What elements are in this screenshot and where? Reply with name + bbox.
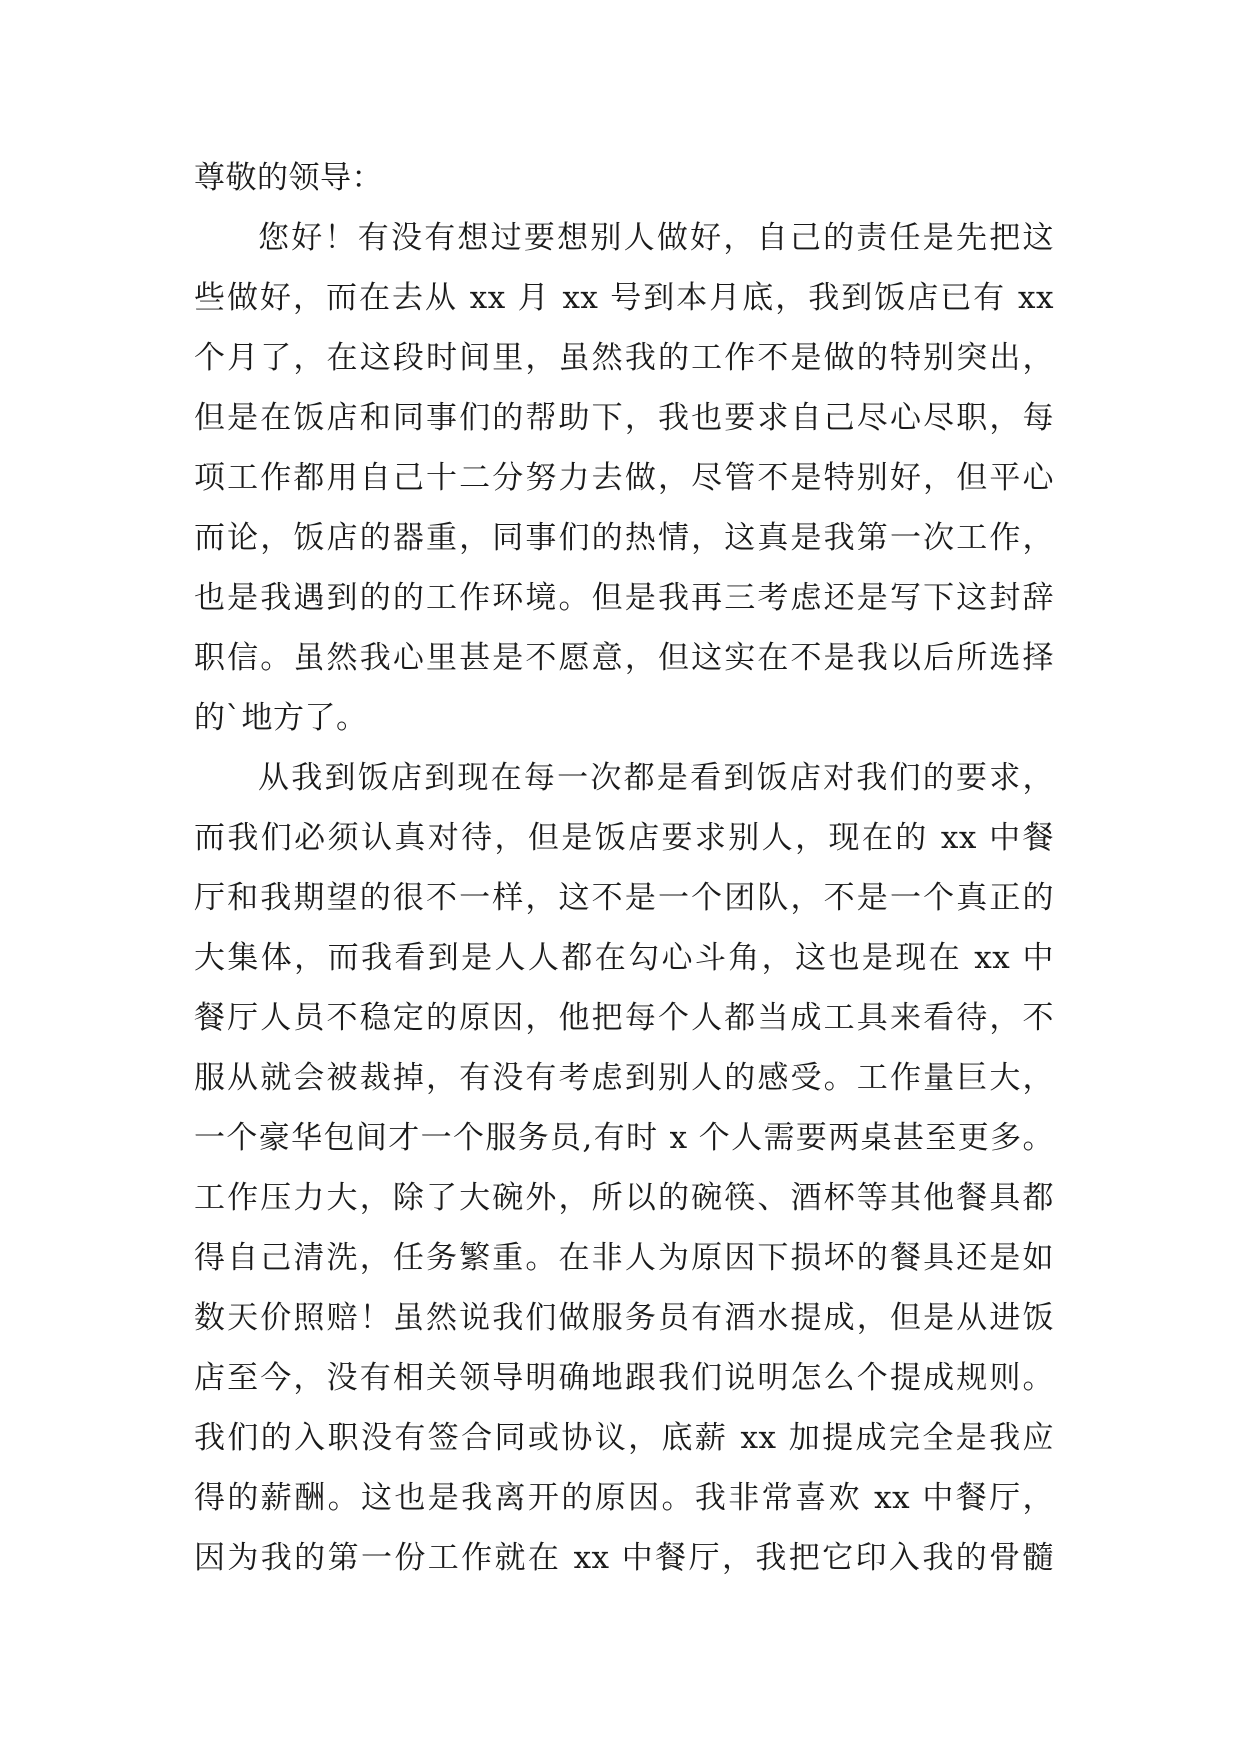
text-line: 项工作都用自己十二分努力去做，尽管不是特别好，但平心 (194, 460, 1054, 496)
text-line: 但是在饭店和同事们的帮助下，我也要求自己尽心尽职，每 (194, 400, 1054, 436)
text-line: 工作压力大，除了大碗外，所以的碗筷、酒杯等其他餐具都 (194, 1180, 1054, 1216)
text-line: 服从就会被裁掉，有没有考虑到别人的感受。工作量巨大， (194, 1060, 1054, 1096)
text-line: 从我到饭店到现在每一次都是看到饭店对我们的要求， (258, 760, 1054, 796)
text-line: 职信。虽然我心里甚是不愿意，但这实在不是我以后所选择 (194, 640, 1054, 676)
text-line: 而我们必须认真对待，但是饭店要求别人，现在的 xx 中餐 (194, 820, 1054, 856)
text-line: 得自己清洗，任务繁重。在非人为原因下损坏的餐具还是如 (194, 1240, 1054, 1276)
text-line: 而论，饭店的器重，同事们的热情，这真是我第一次工作， (194, 520, 1054, 556)
text-line: 个月了，在这段时间里，虽然我的工作不是做的特别突出， (194, 340, 1054, 376)
text-line: 得的薪酬。这也是我离开的原因。我非常喜欢 xx 中餐厅， (194, 1480, 1054, 1516)
paragraph-2 (194, 748, 1054, 1588)
text-line: 我们的入职没有签合同或协议，底薪 xx 加提成完全是我应 (194, 1420, 1054, 1456)
text-line: 大集体，而我看到是人人都在勾心斗角，这也是现在 xx 中 (194, 940, 1054, 976)
text-line: 也是我遇到的的工作环境。但是我再三考虑还是写下这封辞 (194, 580, 1054, 616)
text-line: 些做好，而在去从 xx 月 xx 号到本月底，我到饭店已有 xx (194, 280, 1054, 316)
text-line: 一个豪华包间才一个服务员,有时 x 个人需要两桌甚至更多。 (194, 1120, 1054, 1156)
text-line: 您好！有没有想过要想别人做好，自己的责任是先把这 (258, 220, 1054, 256)
text-line: 因为我的第一份工作就在 xx 中餐厅，我把它印入我的骨髓 (194, 1540, 1054, 1576)
paragraph-1 (194, 208, 1054, 748)
text-line: 数天价照赔！虽然说我们做服务员有酒水提成，但是从进饭 (194, 1300, 1054, 1336)
salutation: 尊敬的领导： (194, 160, 383, 196)
text-line: 厅和我期望的很不一样，这不是一个团队，不是一个真正的 (194, 880, 1054, 916)
text-line: 餐厅人员不稳定的原因，他把每个人都当成工具来看待，不 (194, 1000, 1054, 1036)
text-line: 的`地方了。 (194, 700, 368, 736)
text-line: 店至今，没有相关领导明确地跟我们说明怎么个提成规则。 (194, 1360, 1054, 1396)
letter-body (194, 148, 1054, 1588)
